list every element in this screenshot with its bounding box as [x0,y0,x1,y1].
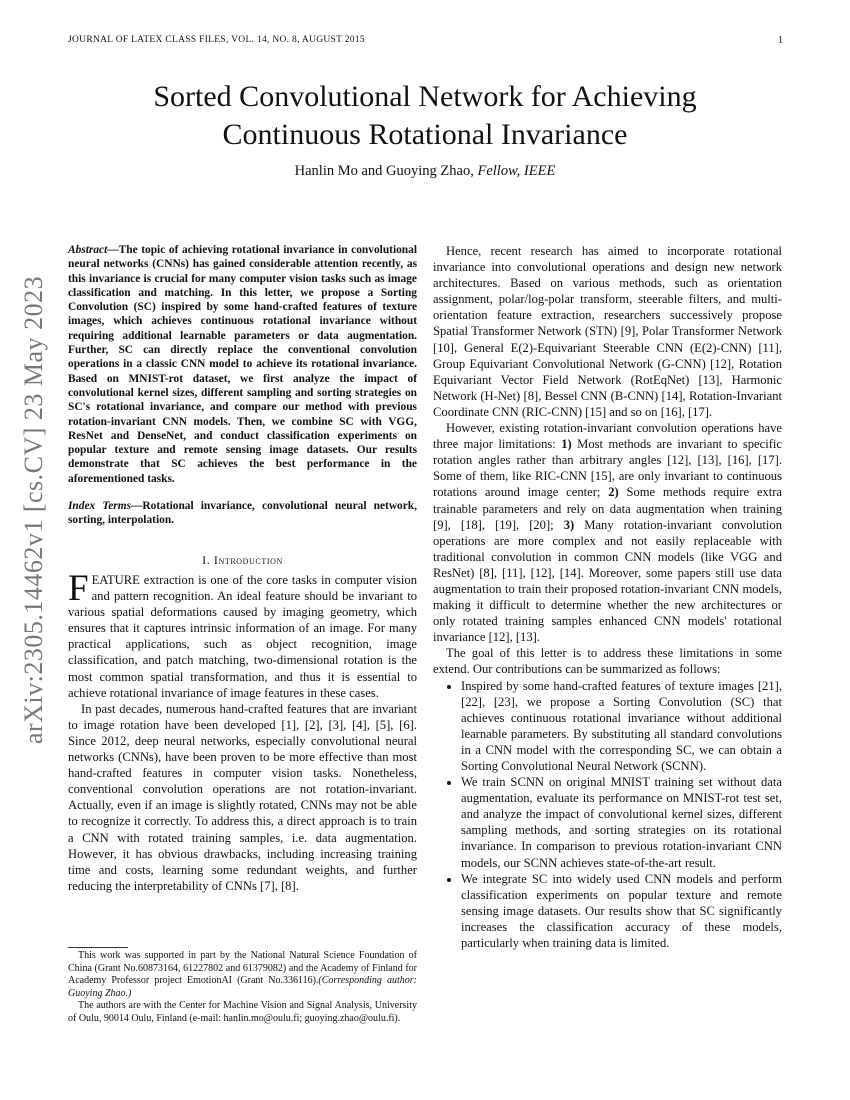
list-item: • We integrate SC into widely used CNN models and perform classification experiments on popular texture and remote sensing image datasets. Our results show that SC significantly increases the classification accuracy of these models, particularly when training data is limited. [461,871,782,951]
introduction-body [68,568,417,894]
right-paragraph-3: The goal of this letter is to address these limitations in some extend. Our contributions can be summarized as follows: [433,646,782,677]
title-line-1: Sorted Convolutional Network for Achieving [153,80,697,113]
p2-part-d: Some methods require extra trainable parameters and rely on data augmentation when training [9], [18], [19], [20]; [433,485,782,532]
footnote-funding-text: This work was supported in part by the National Natural Science Foundation of China (Grant No.60873164, 61227802 and 61379082) and the Academy of Finland for Academy Professor project EmotionAI (Grant No.336116). [68,950,417,986]
section-number: I. [202,553,214,567]
section-heading [68,553,417,568]
intro-paragraph-1-text: EATURE extraction is one of the core tasks in computer vision and pattern recognition. An ideal feature should be invariant to various spatial deformations caused by imaging geometry, which ensures that it captures intrinsic information of an image. For many practical applications, such as object recognition, image classification, and patch matching, two-dimensional rotation is the most common spatial transformation, and thus it is essential to achieve rotational invariance of image features in these cases. [68,573,417,700]
footnote-funding [68,950,417,1000]
abstract [68,243,417,486]
right-paragraph-1: Hence, recent research has aimed to incorporate rotational invariance into convolutional operations and design new network architectures. Based on various methods, such as orientation assignment, polar/log-polar transform, steerable filters, and multi-orientation feature extraction, researchers successively propose Spatial Transformer Network (STN) [9], Polar Transformer Network [10], General E(2)-Equivariant Steerable CNN (E(2)-CNN) [11], Group Equivariant Convolutional Network (G-CNN) [12], Rotation Equivariant Vector Field Network (RotEqNet) [13], Harmonic Network (H-Net) [8], Bessel CNN (B-CNN) [14], Rotation-Invariant Coordinate CNN (RIC-CNN) [15] and so on [16], [17]. [433,244,782,419]
footnotes [68,950,417,1025]
right-paragraph-2 [433,420,782,645]
page-number: 1 [778,35,783,46]
p2-bold-3: 3) [563,517,575,532]
p2-part-c: Most methods are invariant to specific rotation angles rather than arbitrary angles [12], [13], [16], [17]. Some of them, like RIC-CNN [15], are only invariant to continuous rotations around image center; [433,437,782,500]
section-title: Introduction [213,553,283,567]
arxiv-stamp[interactable]: arXiv:2305.14462v1 [cs.CV] 23 May 2023 [19,275,48,745]
footnote-rule [68,947,128,948]
running-header: JOURNAL OF LATEX CLASS FILES, VOL. 14, NO. 8, AUGUST 2015 [68,35,365,45]
p2-bold-2: 2) [608,485,619,500]
intro-paragraph-2: In past decades, numerous hand-crafted features that are invariant to image rotation have been developed [1], [2], [3], [4], [5], [6]. Since 2012, deep neural networks, especially convolutional neural networks (CNNs), have been proven to be more effective than most hand-crafted features in computer vision tasks. Nonetheless, conventional convolution operations are not rotation-invariant. Actually, even if an image is slightly rotated, CNNs may not be able to recognize it correctly. To address this, a direct approach is to train a CNN with rotated training samples, i.e. data augmentation. However, it has obvious drawbacks, including increasing training time and costs, learning some redundant weights, and further reducing the interpretability of CNNs [7], [8]. [68,701,417,893]
paper-title [68,78,782,154]
p2-part-e: Many rotation-invariant convolution operations are more complex and not easily replaceable with traditional convolution in common CNN models (like VGG and ResNet) [8], [11], [12], [14]. Moreover, some papers still use data augmentation to train their proposed rotation-invariant CNN models, making it difficult to determine whether the new architectures or only rotated training samples enhanced CNN models' rotational invariance [12], [13]. [433,517,782,645]
abstract-text: —The topic of achieving rotational invariance in convolutional neural networks (CNNs) has gained considerable attention recently, as this invariance is crucial for many computer vision tasks such as image classification and matching. In this letter, we propose a Sorting Convolution (SC) inspired by some hand-crafted features of texture images, which achieves continuous rotational invariance without requiring additional learnable parameters or data augmentation. Further, SC can directly replace the conventional convolution operations in a classic CNN model to achieve its rotational invariance. Based on MNIST-rot dataset, we first analyze the impact of convolutional kernel sizes, different sampling and sorting strategies on SC's rotational invariance, and compare our method with previous rotation-invariant CNN models. Then, we combine SC with VGG, ResNet and DenseNet, and conduct classification experiments on popular texture and remote sensing image datasets. Our results demonstrate that SC achieves the best performance in the aforementioned tasks. [68,244,417,485]
title-line-2: Continuous Rotational Invariance [222,118,628,151]
author-suffix: Fellow, IEEE [477,163,556,179]
intro-paragraph-1 [68,568,417,701]
arxiv-stamp-container [10,275,58,745]
list-item: • Inspired by some hand-crafted features of texture images [21], [22], [23], we propose a Sorting Convolution (SC) that achieves continuous rotational invariance without additional learnable parameters. By substituting all standard convolutions in a CNN model with the corresponding SC, we can obtain a Sorting Convolutional Neural Network (SCNN). [461,678,782,775]
contributions-list [433,678,782,952]
abstract-label: Abstract [68,244,108,256]
index-terms [68,499,417,528]
author-line [68,163,782,180]
p2-part-a: However, existing rotation-invariant convolution operations have three major limitations: [433,421,782,452]
p2-bold-1: 1) [561,437,572,452]
index-terms-label: Index Terms [68,500,132,512]
authors: Hanlin Mo and Guoying Zhao, [294,163,474,179]
list-item: • We train SCNN on original MNIST training set without data augmentation, evaluate its performance on MNIST-rot test set, and analyze the impact of convolutional kernel sizes, different sampling methods, and sorting strategies on its rotational invariance. In comparison to previous rotation-invariant CNN models, our SCNN achieves state-of-the-art result. [461,774,782,871]
footnote-affiliation: The authors are with the Center for Machine Vision and Signal Analysis, University of Oulu, 90014 Oulu, Finland (e-mail: hanlin.mo@oulu.fi; guoying.zhao@oulu.fi). [68,1000,417,1024]
index-terms-text: —Rotational invariance, convolutional neural network, sorting, interpolation. [68,500,417,527]
footnote-corresponding: (Corresponding author: Guoying Zhao.) [68,975,417,999]
drop-cap: F [68,568,89,609]
right-column [433,243,782,951]
